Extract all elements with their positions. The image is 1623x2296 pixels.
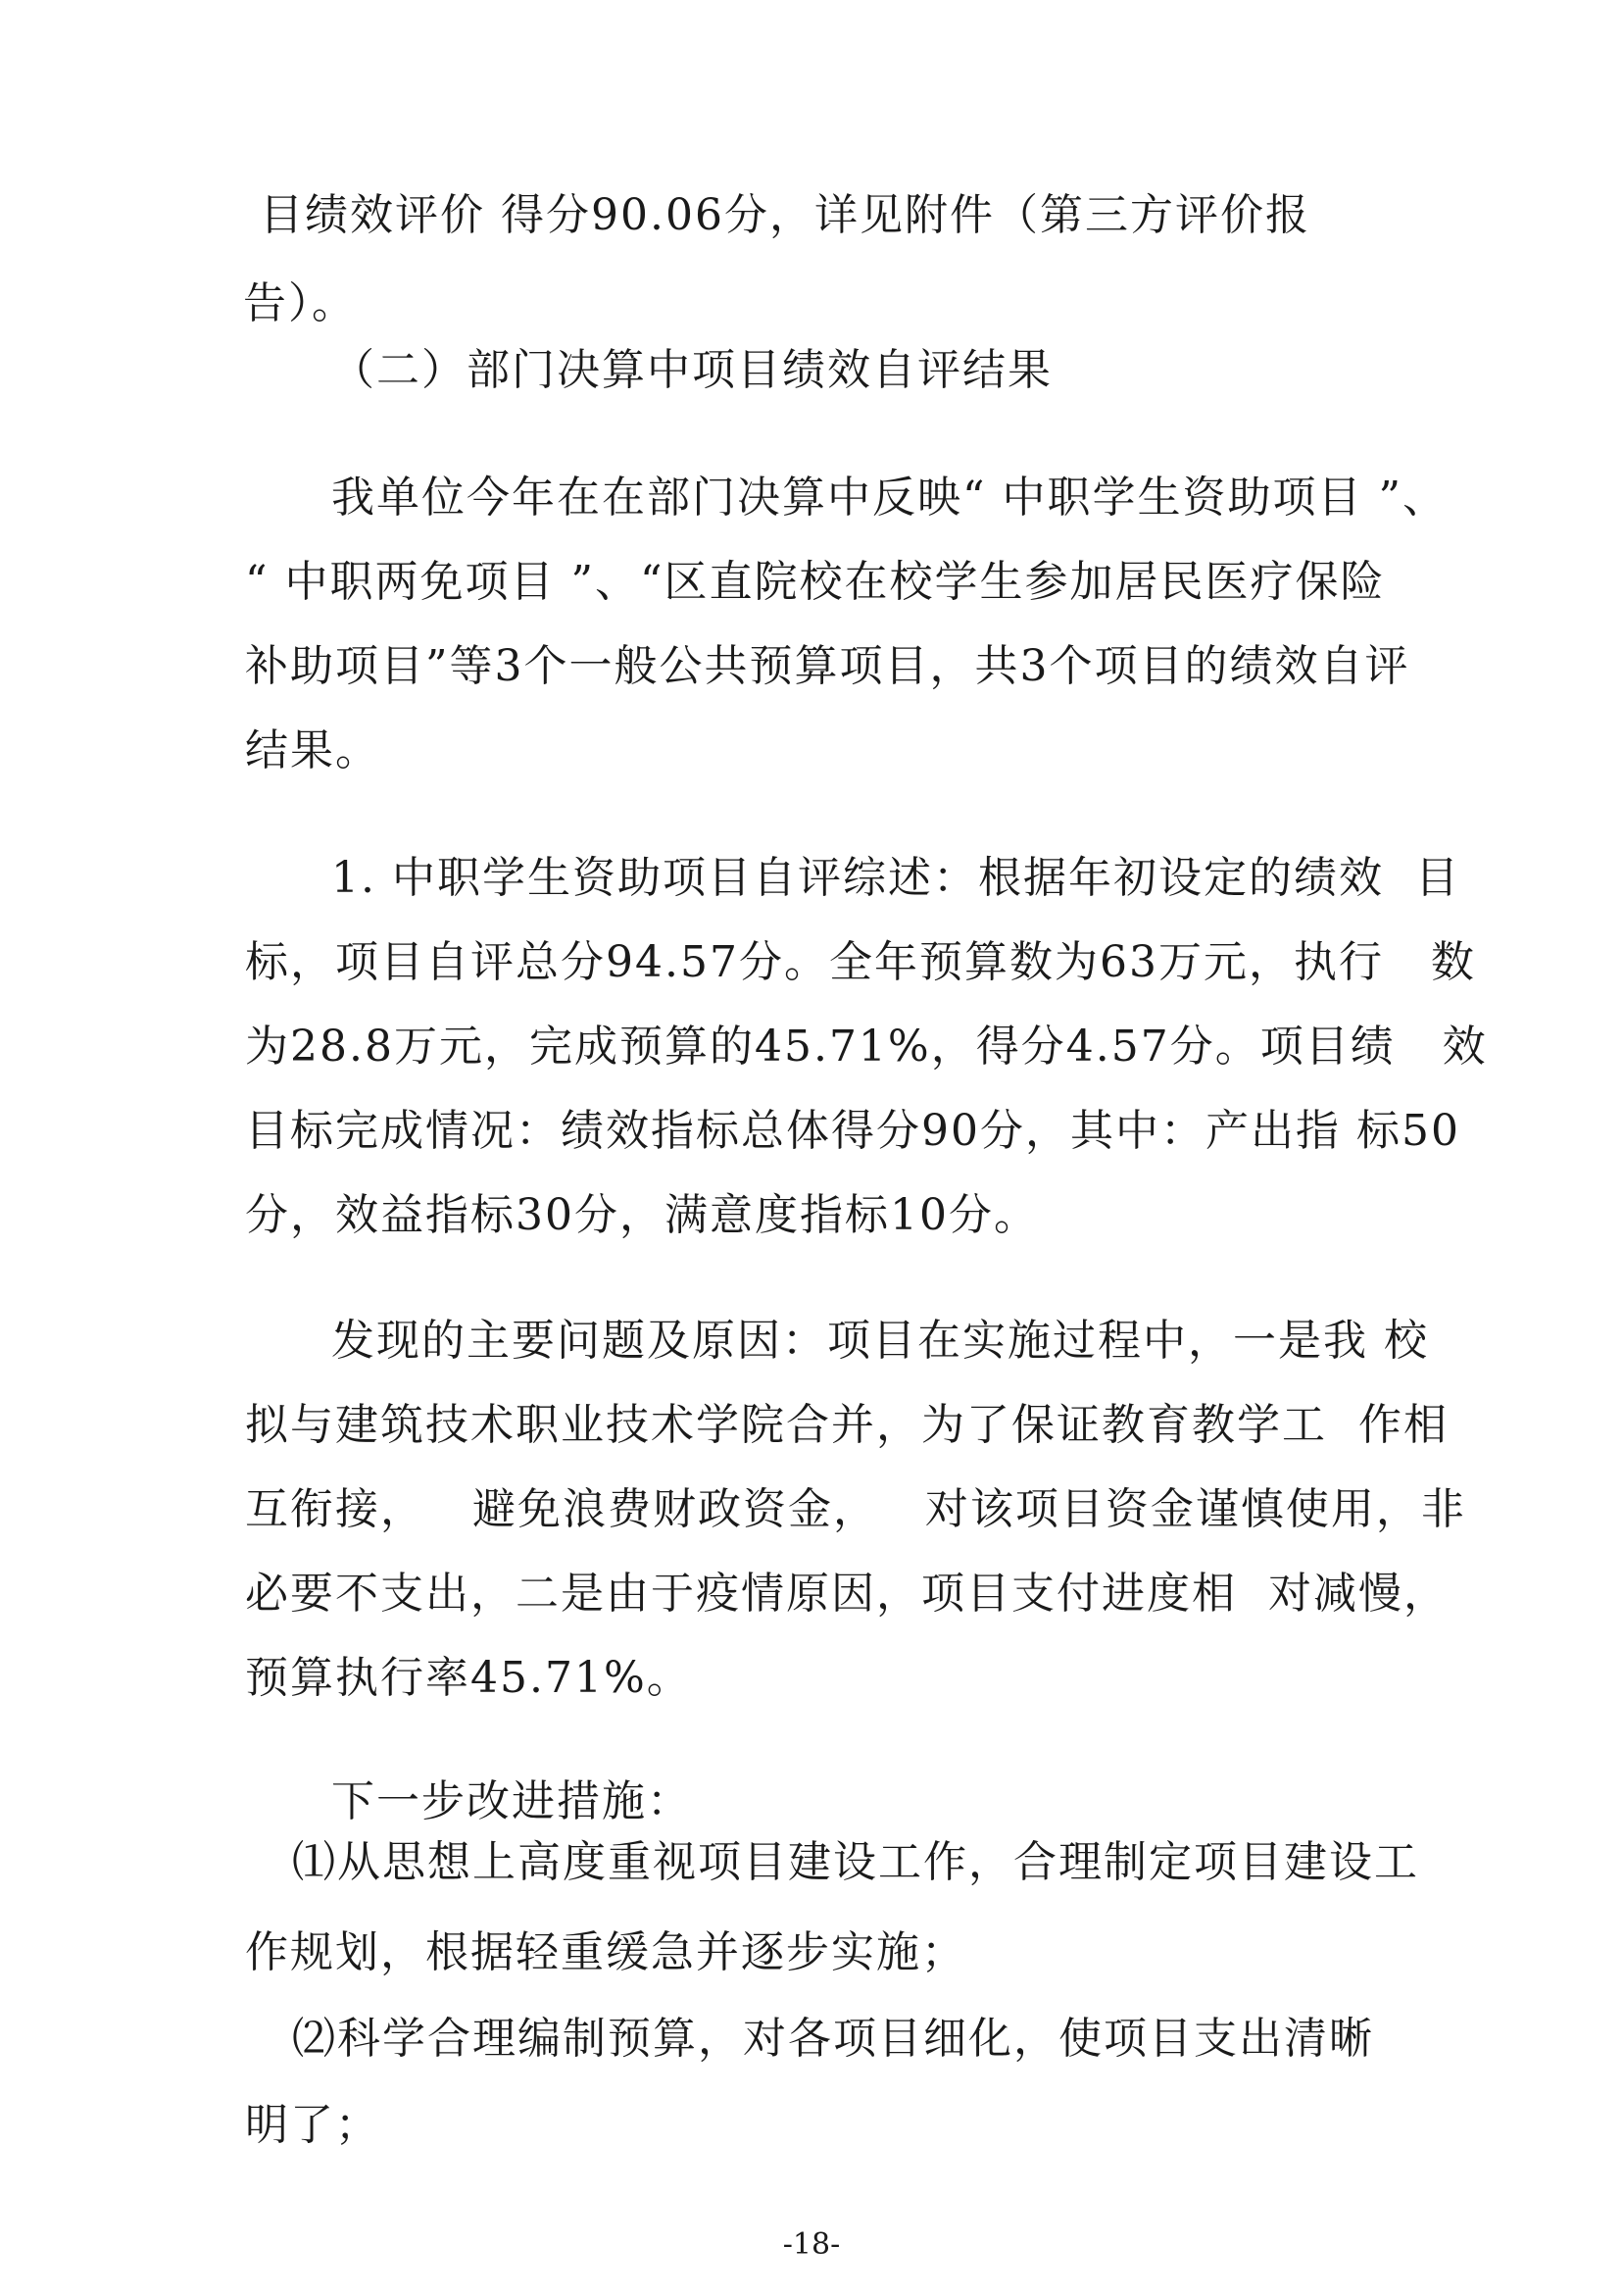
list-item-continuation: 明了； [245,2100,380,2150]
paragraph-line: 拟与建筑技术职业技术学院合并，为了保证教育教学工 作相 [245,1400,1449,1450]
paragraph-line: 下一步改进措施： [331,1776,692,1826]
paragraph-line: 结果。 [245,725,380,775]
paragraph-line: 预算执行率45.71%。 [245,1653,692,1703]
paragraph-line: “ 中职两免项目 ”、“区直院校在校学生参加居民医疗保险 [245,557,1386,607]
paragraph-line: 必要不支出，二是由于疫情原因，项目支付进度相 对减慢， [245,1569,1449,1619]
paragraph-line: 目绩效评价 得分90.06分，详见附件（第三方评价报 [260,190,1310,240]
paragraph-line: 补助项目”等3个一般公共预算项目，共3个项目的绩效自评 [245,641,1410,691]
list-item: ⑴从思想上高度重视项目建设工作，合理制定项目建设工 [292,1837,1419,1887]
paragraph-line: 发现的主要问题及原因：项目在实施过程中，一是我 校 [331,1316,1429,1366]
paragraph-line: 我单位今年在在部门决算中反映“ 中职学生资助项目 ”、 [331,473,1448,523]
section-heading: （二）部门决算中项目绩效自评结果 [331,345,1053,395]
paragraph-line: 为28.8万元，完成预算的45.71%，得分4.57分。项目绩 效 [245,1022,1488,1072]
paragraph-line: 目标完成情况：绩效指标总体得分90分，其中：产出指 标50 [245,1106,1460,1156]
paragraph-line: 1. 中职学生资助项目自评综述：根据年初设定的绩效 目 [331,853,1460,903]
list-item: ⑵科学合理编制预算，对各项目细化，使项目支出清晰 [292,2014,1374,2064]
paragraph-line: 标，项目自评总分94.57分。全年预算数为63万元，执行 数 [245,937,1476,987]
page-number: -18- [782,2227,841,2262]
paragraph-line: 分，效益指标30分，满意度指标10分。 [245,1190,1039,1240]
list-item-continuation: 作规划，根据轻重缓急并逐步实施； [245,1927,966,1977]
paragraph-line: 互衔接， 避免浪费财政资金， 对该项目资金谨慎使用，非 [245,1484,1466,1534]
paragraph-line: 告）。 [243,278,357,328]
